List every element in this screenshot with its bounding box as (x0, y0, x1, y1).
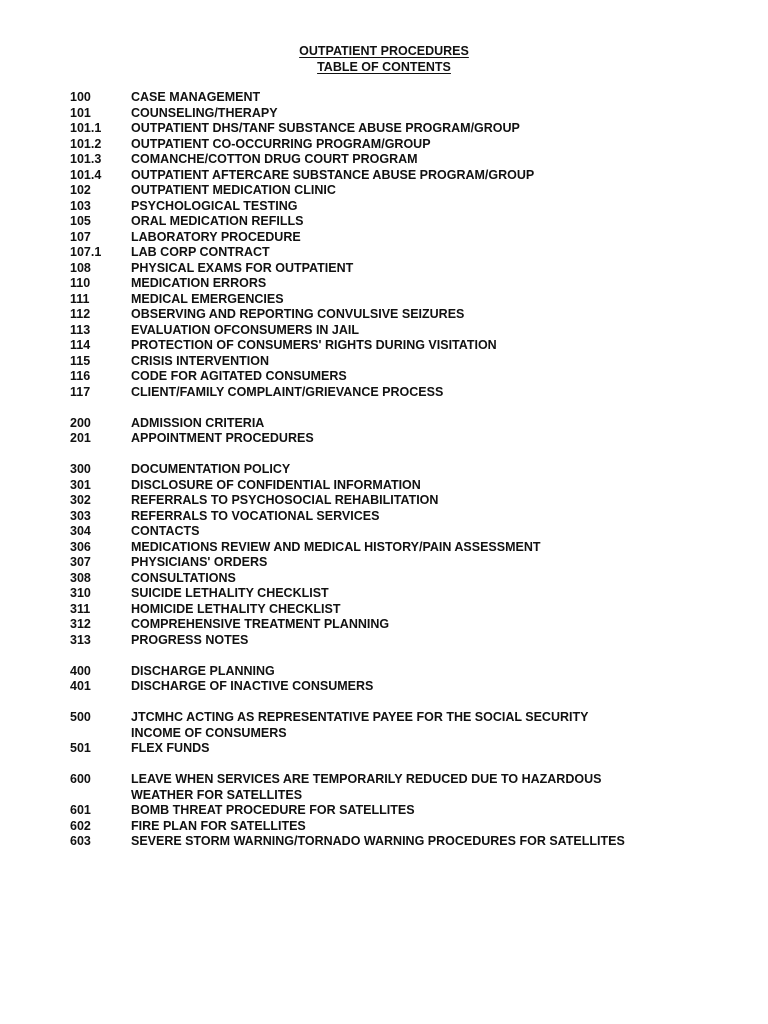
toc-entry-title: COMANCHE/COTTON DRUG COURT PROGRAM (131, 152, 418, 166)
toc-entry-title: FLEX FUNDS (131, 741, 210, 755)
toc-section (70, 90, 750, 400)
toc-entry-number: 312 (70, 617, 91, 631)
toc-entry-title: INCOME OF CONSUMERS (131, 725, 287, 740)
toc-entry-title: OUTPATIENT CO-OCCURRING PROGRAM/GROUP (131, 136, 431, 151)
toc-entry-title: JTCMHC ACTING AS REPRESENTATIVE PAYEE FOR THE SOCIAL SECURITY (131, 710, 589, 724)
toc-entry-title: REFERRALS TO VOCATIONAL SERVICES (131, 508, 380, 523)
toc-entry (70, 90, 750, 106)
toc-entry-title: ORAL MEDICATION REFILLS (131, 214, 304, 228)
toc-entry-title: LEAVE WHEN SERVICES ARE TEMPORARILY REDUCED DUE TO HAZARDOUS (131, 772, 602, 786)
toc-entry-number: 101.4 (70, 167, 102, 182)
toc-entry-title: DISCLOSURE OF CONFIDENTIAL INFORMATION (131, 477, 421, 492)
toc-section (70, 462, 750, 648)
toc-entry-number: 501 (70, 741, 91, 755)
toc-entry-number: 101.2 (70, 136, 102, 151)
toc-entry-continuation (70, 788, 750, 804)
toc-entry (70, 307, 750, 323)
table-of-contents (70, 90, 750, 865)
toc-entry-title: DOCUMENTATION POLICY (131, 462, 291, 476)
toc-entry-title: DISCHARGE PLANNING (131, 663, 275, 678)
toc-entry (70, 431, 750, 447)
toc-entry-number: 303 (70, 508, 91, 523)
toc-entry-title: WEATHER FOR SATELLITES (131, 787, 303, 802)
toc-entry-number: 200 (70, 415, 91, 430)
toc-entry (70, 168, 750, 184)
toc-entry-number: 113 (70, 322, 91, 337)
toc-entry (70, 354, 750, 370)
toc-entry-number: 603 (70, 834, 91, 848)
toc-entry-title: APPOINTMENT PROCEDURES (131, 431, 314, 445)
document-subtitle: TABLE OF CONTENTS (317, 59, 451, 74)
toc-entry-title: CRISIS INTERVENTION (131, 353, 269, 368)
toc-entry-number: 308 (70, 570, 91, 585)
toc-entry-number: 103 (70, 198, 91, 213)
toc-entry-title: FIRE PLAN FOR SATELLITES (131, 818, 306, 833)
toc-entry-title: REFERRALS TO PSYCHOSOCIAL REHABILITATION (131, 493, 439, 507)
toc-entry (70, 121, 750, 137)
toc-entry (70, 214, 750, 230)
toc-entry-number: 300 (70, 462, 91, 476)
toc-entry (70, 369, 750, 385)
toc-entry-title: DISCHARGE OF INACTIVE CONSUMERS (131, 679, 374, 693)
toc-entry (70, 664, 750, 680)
toc-entry-title: COMPREHENSIVE TREATMENT PLANNING (131, 617, 390, 631)
toc-entry (70, 261, 750, 277)
toc-entry-title: CODE FOR AGITATED CONSUMERS (131, 369, 347, 383)
toc-entry-number: 107 (70, 229, 91, 244)
toc-entry-number: 310 (70, 586, 91, 600)
toc-entry-title: BOMB THREAT PROCEDURE FOR SATELLITES (131, 803, 415, 817)
toc-entry (70, 276, 750, 292)
toc-entry-title: PHYSICAL EXAMS FOR OUTPATIENT (131, 260, 354, 275)
toc-entry (70, 586, 750, 602)
toc-entry (70, 385, 750, 401)
toc-entry-title: OUTPATIENT MEDICATION CLINIC (131, 183, 336, 197)
toc-entry-title: PROTECTION OF CONSUMERS' RIGHTS DURING VISITATION (131, 338, 497, 352)
toc-entry-number: 313 (70, 632, 91, 647)
toc-entry-title: MEDICAL EMERGENCIES (131, 291, 284, 306)
toc-entry-title: MEDICATIONS REVIEW AND MEDICAL HISTORY/PAIN ASSESSMENT (131, 539, 541, 554)
toc-entry-number: 302 (70, 493, 91, 507)
toc-entry (70, 183, 750, 199)
toc-entry (70, 819, 750, 835)
toc-entry (70, 524, 750, 540)
toc-entry-number: 201 (70, 431, 91, 445)
toc-entry (70, 633, 750, 649)
toc-entry-title: LABORATORY PROCEDURE (131, 229, 301, 244)
toc-entry-title: OBSERVING AND REPORTING CONVULSIVE SEIZURES (131, 307, 465, 321)
toc-entry-number: 601 (70, 803, 91, 817)
toc-entry-title: PROGRESS NOTES (131, 632, 249, 647)
toc-entry-title: CASE MANAGEMENT (131, 90, 261, 104)
toc-entry-number: 112 (70, 307, 91, 321)
toc-entry-number (70, 788, 131, 804)
toc-entry-number: 306 (70, 539, 91, 554)
toc-entry-number: 602 (70, 818, 91, 833)
toc-entry (70, 493, 750, 509)
toc-entry-number: 101.1 (70, 121, 102, 135)
toc-entry-number: 108 (70, 260, 91, 275)
toc-entry-number: 401 (70, 679, 91, 693)
toc-entry-number: 301 (70, 477, 91, 492)
toc-entry-title: PHYSICIANS' ORDERS (131, 555, 268, 569)
toc-entry (70, 323, 750, 339)
toc-entry (70, 462, 750, 478)
toc-entry (70, 245, 750, 261)
toc-entry-title: PSYCHOLOGICAL TESTING (131, 198, 298, 213)
toc-section (70, 772, 750, 850)
toc-section (70, 710, 750, 757)
toc-entry-number: 102 (70, 183, 91, 197)
toc-entry (70, 741, 750, 757)
toc-entry-title: HOMICIDE LETHALITY CHECKLIST (131, 601, 341, 616)
toc-entry (70, 416, 750, 432)
toc-entry-number: 110 (70, 276, 91, 290)
toc-entry-title: SUICIDE LETHALITY CHECKLIST (131, 586, 329, 600)
toc-entry-number: 115 (70, 353, 91, 368)
toc-entry-number: 105 (70, 214, 91, 228)
toc-entry (70, 602, 750, 618)
toc-entry-title: EVALUATION OFCONSUMERS IN JAIL (131, 322, 360, 337)
document-title: OUTPATIENT PROCEDURES (299, 44, 469, 58)
toc-entry-title: MEDICATION ERRORS (131, 276, 267, 290)
toc-entry-title: CLIENT/FAMILY COMPLAINT/GRIEVANCE PROCESS (131, 384, 444, 399)
toc-entry (70, 509, 750, 525)
toc-entry-number: 114 (70, 338, 91, 352)
toc-entry-title: CONSULTATIONS (131, 570, 236, 585)
toc-entry-number: 101.3 (70, 152, 102, 166)
toc-section (70, 664, 750, 695)
toc-entry-title: COUNSELING/THERAPY (131, 105, 278, 120)
toc-entry-title: ADMISSION CRITERIA (131, 415, 265, 430)
toc-entry-number: 100 (70, 90, 91, 104)
toc-entry-number: 304 (70, 524, 91, 538)
document-header (0, 44, 768, 75)
toc-entry (70, 834, 750, 850)
toc-entry-number: 101 (70, 105, 91, 120)
toc-entry-number: 311 (70, 601, 91, 616)
toc-entry-title: OUTPATIENT AFTERCARE SUBSTANCE ABUSE PROGRAM/GROUP (131, 167, 535, 182)
toc-entry (70, 338, 750, 354)
toc-entry-title: CONTACTS (131, 524, 200, 538)
toc-entry (70, 571, 750, 587)
toc-entry (70, 772, 750, 788)
toc-entry (70, 555, 750, 571)
toc-entry-number: 307 (70, 555, 91, 569)
toc-entry-number: 107.1 (70, 245, 102, 259)
toc-entry (70, 478, 750, 494)
toc-entry-title: LAB CORP CONTRACT (131, 245, 270, 259)
toc-entry (70, 710, 750, 726)
toc-entry-number: 117 (70, 384, 91, 399)
toc-entry-number: 500 (70, 710, 91, 724)
toc-entry (70, 679, 750, 695)
toc-entry (70, 540, 750, 556)
toc-entry-number: 116 (70, 369, 91, 383)
toc-entry (70, 292, 750, 308)
toc-entry-continuation (70, 726, 750, 742)
toc-entry-title: OUTPATIENT DHS/TANF SUBSTANCE ABUSE PROGRAM/GROUP (131, 121, 520, 135)
toc-entry (70, 617, 750, 633)
toc-entry-number: 111 (70, 291, 90, 306)
toc-entry (70, 106, 750, 122)
toc-entry (70, 137, 750, 153)
toc-entry-number (70, 726, 131, 742)
toc-entry-title: SEVERE STORM WARNING/TORNADO WARNING PROCEDURES FOR SATELLITES (131, 834, 625, 848)
toc-entry (70, 230, 750, 246)
toc-entry (70, 152, 750, 168)
toc-entry (70, 199, 750, 215)
toc-entry (70, 803, 750, 819)
toc-section (70, 416, 750, 447)
toc-entry-number: 600 (70, 772, 91, 786)
toc-entry-number: 400 (70, 663, 91, 678)
